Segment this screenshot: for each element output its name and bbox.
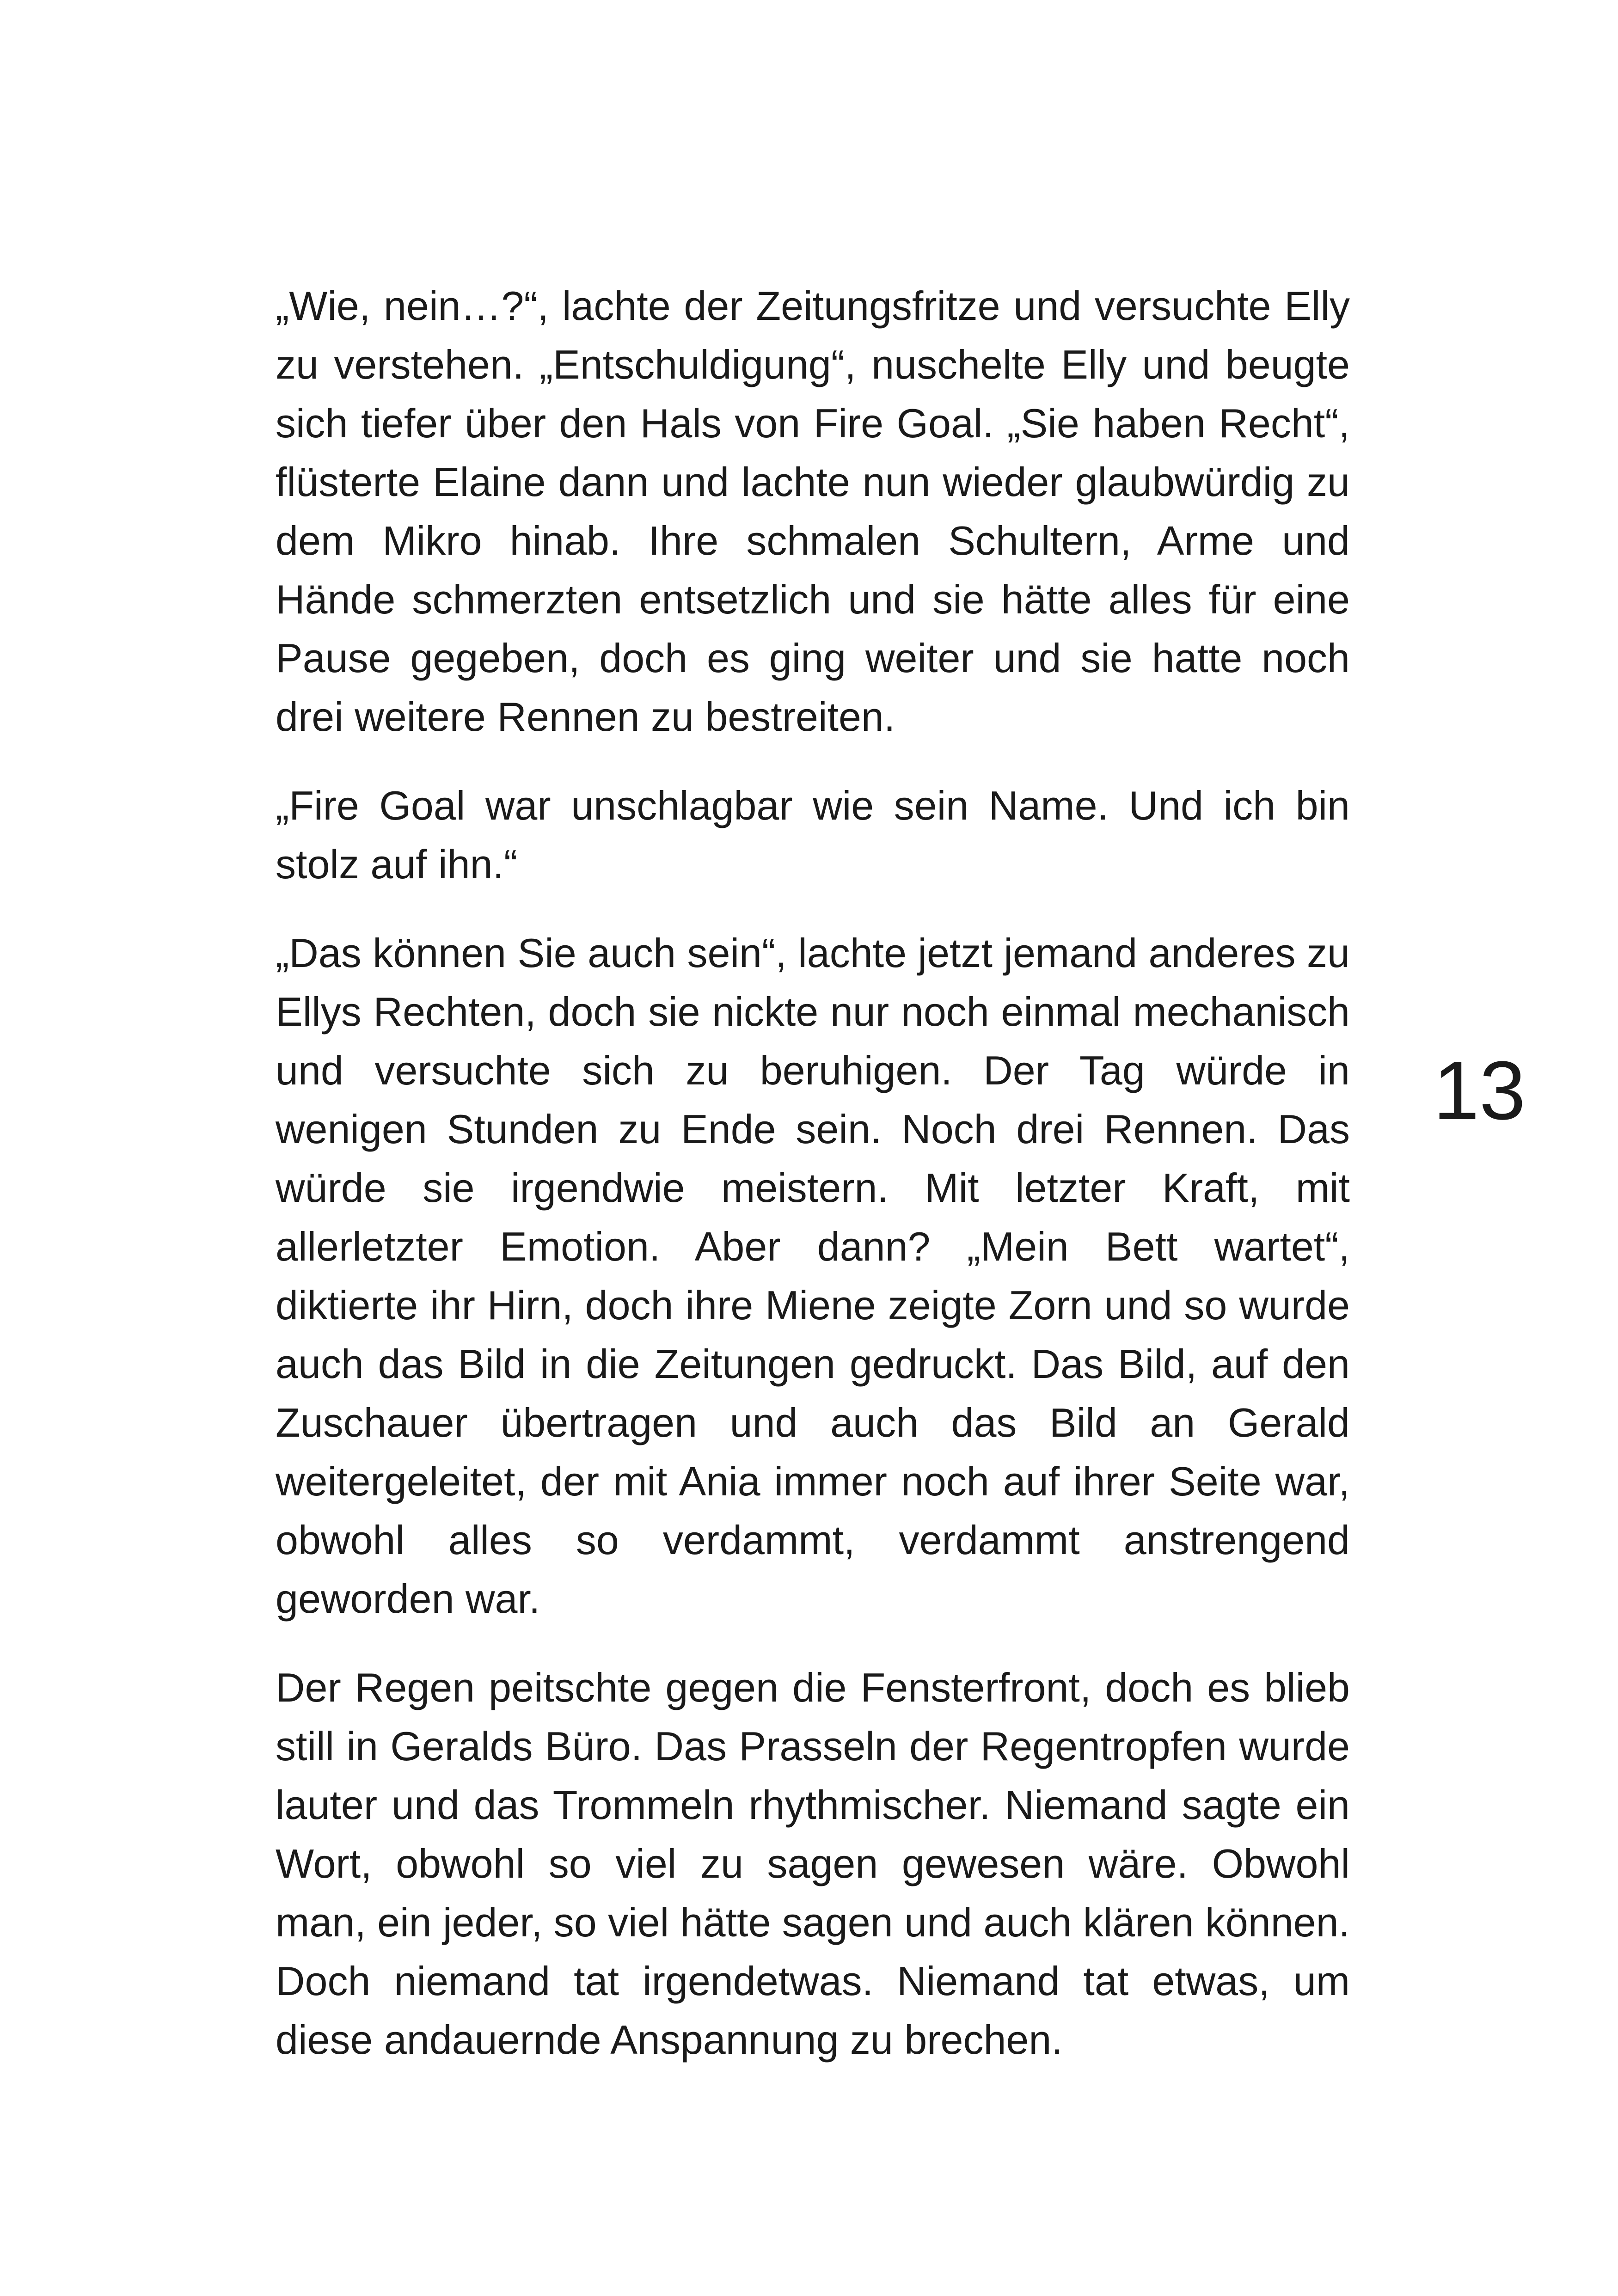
paragraph-2: „Fire Goal war unschlagbar wie sein Name. Und ich bin stolz auf ihn.“ (276, 783, 1350, 887)
paragraph-3: „Das können Sie auch sein“, lachte jetzt jemand anderes zu Ellys Rechten, doch sie nickte nur noch einmal mechanisch und versuchte sich zu beruhigen. Der Tag würde in wenigen Stunden zu Ende sein. Noch drei Rennen. Das würde sie irgendwie meistern. Mit letzter Kraft, mit allerletzter Emotion. Aber dann? „Mein Bett wartet“, diktierte ihr Hirn, doch ihre Miene zeigte Zorn und so wurde auch das Bild in die Zeitungen gedruckt. Das Bild, auf den Zuschauer übertragen und auch das Bild an Gerald weitergeleitet, der mit Ania immer noch auf ihrer Seite war, obwohl alles so verdammt, verdammt anstrengend geworden war. (276, 930, 1350, 1622)
paragraph-1: „Wie, nein…?“, lachte der Zeitungsfritze und versuchte Elly zu verstehen. „Entschuldigung“, nuschelte Elly und beugte sich tiefer über den Hals von Fire Goal. „Sie haben Recht“, flüsterte Elaine dann und lachte nun wieder glaubwürdig zu dem Mikro hinab. Ihre schmalen Schultern, Arme und Hände schmerzten entsetzlich und sie hätte alles für eine Pause gegeben, doch es ging weiter und sie hatte noch drei weitere Rennen zu bestreiten. (276, 283, 1350, 740)
paragraph-4: Der Regen peitschte gegen die Fensterfront, doch es blieb still in Geralds Büro. Das Prasseln der Regentropfen wurde lauter und das Trommeln rhythmischer. Niemand sagte ein Wort, obwohl so viel zu sagen gewesen wäre. Obwohl man, ein jeder, so viel hätte sagen und auch klären können. Doch niemand tat irgendetwas. Niemand tat etwas, um diese andauernde Anspannung zu brechen. (276, 1665, 1350, 2063)
body-text (276, 276, 1350, 2099)
page-number: 13 (1433, 1044, 1526, 1137)
